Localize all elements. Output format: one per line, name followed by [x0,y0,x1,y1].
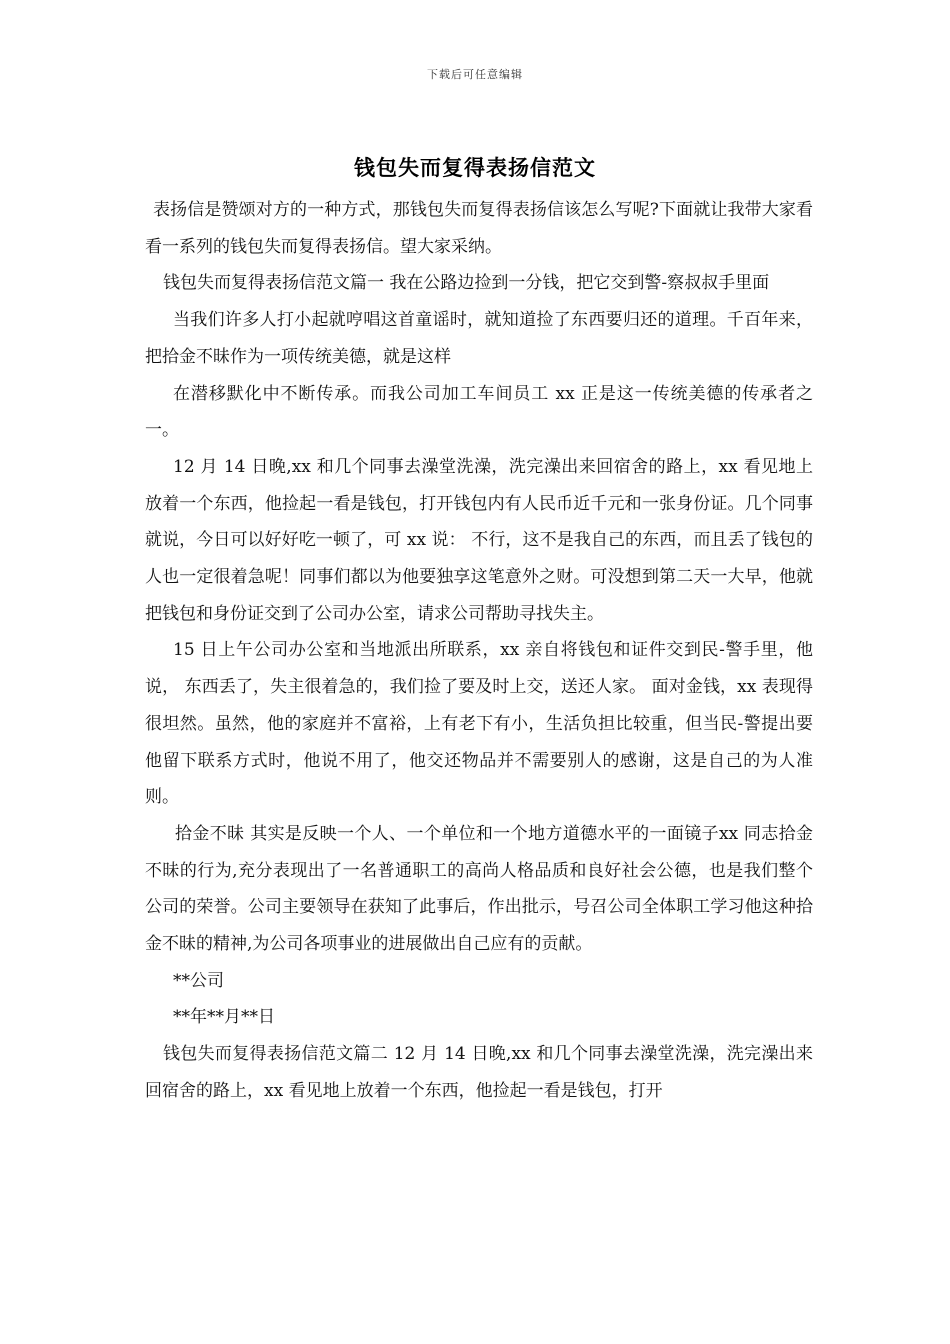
header-note: 下载后可任意编辑 [427,68,523,81]
body-paragraph: 拾金不昧 其实是反映一个人、一个单位和一个地方道德水平的一面镜子xx 同志拾金不昧的行为,充分表现出了一名普通职工的高尚人格品质和良好社会公德，也是我们整个公司的荣誉。公司主要领导在获知了此事后，作出批示，号召公司全体职工学习他这种拾金不昧的精神,为公司各项事业的进展做出自己应有的贡献。 [145,823,813,955]
signature-company: **公司 [173,970,224,991]
section-one-heading: 钱包失而复得表扬信范文篇一 我在公路边捡到一分钱，把它交到警-察叔叔手里面 [163,273,770,294]
body-paragraph: 当我们许多人打小起就哼唱这首童谣时，就知道捡了东西要归还的道理。千百年来，把拾金不昧作为一项传统美德，就是这样 [145,310,813,367]
body-paragraph: 12 月 14 日晚,xx 和几个同事去澡堂洗澡，洗完澡出来回宿舍的路上，xx 看见地上放着一个东西，他捡起一看是钱包，打开钱包内有人民币近千元和一张身份证。几个同事就说，今日可以好好吃一顿了，可 xx 说： 不行，这不是我自己的东西，而且丢了钱包的人也一定很着急呢！同事们都以为他要独享这笔意外之财。可没想到第二天一大早，他就把钱包和身份证交到了公司办公室，请求公司帮助寻找失主。 [145,456,813,624]
document-body [145,192,813,1110]
section-two-heading: 钱包失而复得表扬信范文篇二 12 月 14 日晚,xx 和几个同事去澡堂洗澡，洗完澡出来回宿舍的路上，xx 看见地上放着一个东西，他捡起一看是钱包，打开 [145,1044,813,1101]
intro-paragraph: 表扬信是赞颂对方的一种方式，那钱包失而复得表扬信该怎么写呢?下面就让我带大家看看一系列的钱包失而复得表扬信。望大家采纳。 [145,200,813,257]
document-title: 钱包失而复得表扬信范文 [354,155,596,180]
body-paragraph: 15 日上午公司办公室和当地派出所联系，xx 亲自将钱包和证件交到民-警手里，他说， 东西丢了，失主很着急的，我们捡了要及时上交，送还人家。 面对金钱，xx 表现得很坦然。虽然，他的家庭并不富裕，上有老下有小，生活负担比较重，但当民-警提出要他留下联系方式时，他说不用了，他交还物品并不需要别人的感谢，这是自己的为人准则。 [145,640,813,808]
body-paragraph: 在潜移默化中不断传承。而我公司加工车间员工 xx 正是这一传统美德的传承者之一。 [145,383,813,441]
signature-date: **年**月**日 [173,1007,275,1028]
